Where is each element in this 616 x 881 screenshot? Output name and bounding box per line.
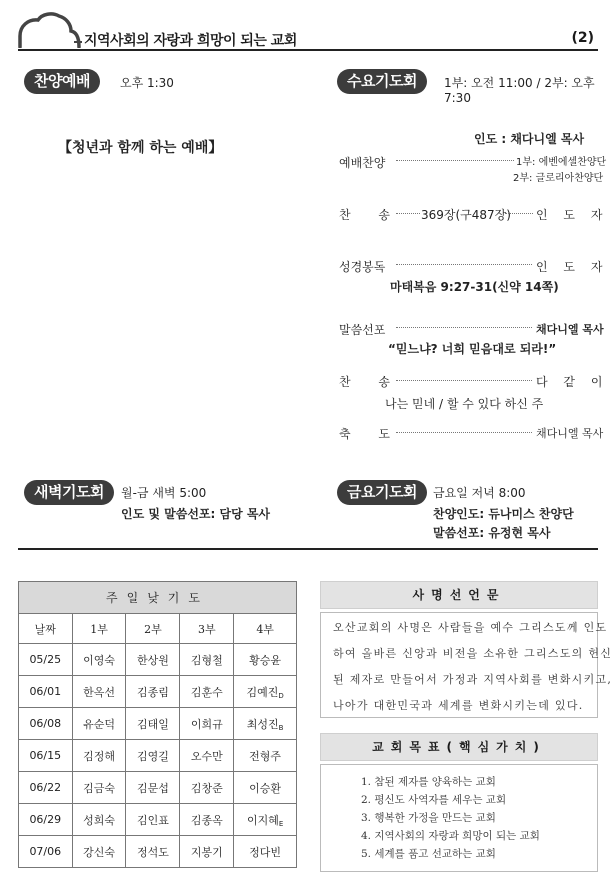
col-header-2: 2부	[126, 614, 180, 644]
header-divider	[18, 49, 598, 51]
col-header-date: 날짜	[19, 614, 73, 644]
order-hymn-2: 찬 송	[339, 375, 402, 389]
mission-box	[320, 612, 613, 718]
table-row	[19, 708, 297, 740]
prayer-date: 06/08	[19, 708, 73, 740]
prayer-leader: 김정해	[72, 740, 126, 772]
leader-subscript: D	[278, 691, 284, 700]
mission-line: 오산교회의 사명은 사람들을 예수 그리스도께 인도	[333, 621, 608, 634]
table-row	[19, 772, 297, 804]
table-row	[19, 740, 297, 772]
friday-praise-leader: 찬양인도: 듀나미스 찬양단	[433, 507, 574, 521]
prayer-leader: 김종림	[126, 676, 180, 708]
hymn-1-number: 369장(구487장)	[421, 208, 511, 222]
mission-line: 된 제자로 만들어서 가정과 지역사회를 변화시키고,	[333, 673, 613, 686]
wednesday-prayer-label: 수요기도회	[337, 69, 427, 94]
prayer-leader: 지봉기	[180, 836, 234, 868]
friday-prayer-time: 금요일 저녁 8:00	[433, 486, 526, 500]
prayer-leader: 김형철	[180, 644, 234, 676]
cloud-logo-icon	[16, 12, 82, 48]
prayer-leader: 오수만	[180, 740, 234, 772]
prayer-leader: 김영길	[126, 740, 180, 772]
col-header-4: 4부	[234, 614, 297, 644]
prayer-date: 05/25	[19, 644, 73, 676]
goals-box	[320, 764, 598, 872]
goal-item: 2. 평신도 사역자를 세우는 교회	[361, 794, 507, 806]
prayer-leader: 이승환	[234, 772, 297, 804]
table-title: 주일낮기도	[19, 582, 297, 614]
section-divider	[18, 548, 598, 550]
praise-worship-label: 찬양예배	[24, 69, 100, 94]
goals-title: 교회목표(핵심가치)	[320, 733, 598, 761]
order-scripture-reading: 성경봉독	[339, 260, 386, 274]
hymn-2-leader: 다 같 이	[536, 375, 609, 389]
leader-subscript: B	[278, 723, 284, 732]
prayer-leader: 이희규	[180, 708, 234, 740]
friday-prayer-label: 금요기도회	[337, 480, 427, 505]
dawn-prayer-detail: 인도 및 말씀선포: 담당 목사	[121, 507, 271, 521]
friday-sermon: 말씀선포: 유정현 목사	[433, 526, 551, 540]
prayer-leader: 김훈수	[180, 676, 234, 708]
prayer-leader: 정다빈	[234, 836, 297, 868]
prayer-leader: 정석도	[126, 836, 180, 868]
dawn-prayer-label: 새벽기도회	[24, 480, 114, 505]
table-row	[19, 676, 297, 708]
prayer-leader: 이영숙	[72, 644, 126, 676]
table-row	[19, 804, 297, 836]
prayer-leader: 최성진$_B$	[234, 708, 297, 740]
order-blessing: 축 도	[339, 427, 402, 441]
header-title: 지역사회의 자랑과 희망이 되는 교회	[84, 33, 297, 49]
prayer-date: 06/01	[19, 676, 73, 708]
worship-theme: 【청년과 함께 하는 예배】	[58, 140, 223, 156]
wednesday-prayer-time: 1부: 오전 11:00 / 2부: 오후 7:30	[444, 76, 595, 105]
dot-leader	[505, 213, 533, 214]
prayer-leader: 김문섭	[126, 772, 180, 804]
wednesday-leader: 인도 : 채다니엘 목사	[474, 132, 585, 146]
prayer-leader: 한옥선	[72, 676, 126, 708]
prayer-leader: 이지혜$_E$	[234, 804, 297, 836]
sermon-preacher: 채다니엘 목사	[536, 323, 604, 336]
order-worship-praise: 예배찬양	[339, 156, 386, 170]
goal-item: 4. 지역사회의 자랑과 희망이 되는 교회	[361, 830, 540, 842]
hymn-2-title: 나는 믿네 / 할 수 있다 하신 주	[385, 397, 544, 411]
dot-leader	[396, 160, 514, 161]
leader-subscript: E	[278, 819, 284, 828]
dot-leader	[396, 327, 532, 328]
table-row	[19, 836, 297, 868]
dawn-prayer-time: 월-금 새벽 5:00	[121, 486, 207, 500]
prayer-date: 06/29	[19, 804, 73, 836]
prayer-leader: 강신숙	[72, 836, 126, 868]
choir-second: 2부: 글로리아찬양단	[513, 173, 604, 184]
prayer-leader: 김태일	[126, 708, 180, 740]
prayer-leader: 김종옥	[180, 804, 234, 836]
goal-item: 5. 세계를 품고 선교하는 교회	[361, 848, 496, 860]
dot-leader	[396, 264, 532, 265]
sermon-title: “믿느냐? 너희 믿음대로 되라!”	[388, 342, 557, 356]
prayer-date: 07/06	[19, 836, 73, 868]
choir-first: 1부: 에벤에셀찬양단	[516, 157, 607, 168]
blessing-preacher: 채다니엘 목사	[536, 427, 604, 440]
table-row	[19, 644, 297, 676]
prayer-leader: 황승윤	[234, 644, 297, 676]
prayer-leader: 김창준	[180, 772, 234, 804]
prayer-leader: 전형주	[234, 740, 297, 772]
order-sermon: 말씀선포	[339, 323, 386, 337]
hymn-1-leader: 인 도 자	[536, 208, 609, 222]
mission-line: 나아가 대한민국과 세계를 변화시키는데 있다.	[333, 699, 584, 712]
prayer-leader: 김인표	[126, 804, 180, 836]
dot-leader	[396, 213, 420, 214]
goal-item: 3. 행복한 가정을 만드는 교회	[361, 812, 496, 824]
prayer-leader: 유순덕	[72, 708, 126, 740]
scripture-passage: 마태복음 9:27-31(신약 14쪽)	[390, 280, 559, 294]
prayer-leader: 김금숙	[72, 772, 126, 804]
mission-line: 하여 올바른 신앙과 비전을 소유한 그리스도의 헌신	[333, 647, 613, 660]
goal-item: 1. 참된 제자를 양육하는 교회	[361, 776, 496, 788]
mission-title: 사명선언문	[320, 581, 598, 609]
order-hymn-1: 찬 송	[339, 208, 402, 222]
sunday-prayer-table	[18, 581, 297, 868]
prayer-leader: 김예진$_D$	[234, 676, 297, 708]
praise-worship-time: 오후 1:30	[120, 76, 174, 90]
col-header-1: 1부	[72, 614, 126, 644]
dot-leader	[396, 380, 532, 381]
prayer-date: 06/15	[19, 740, 73, 772]
dot-leader	[396, 432, 532, 433]
prayer-leader: 성희숙	[72, 804, 126, 836]
page-number: (2)	[571, 30, 594, 46]
prayer-leader: 한상원	[126, 644, 180, 676]
reading-leader: 인 도 자	[536, 260, 609, 274]
prayer-date: 06/22	[19, 772, 73, 804]
col-header-3: 3부	[180, 614, 234, 644]
